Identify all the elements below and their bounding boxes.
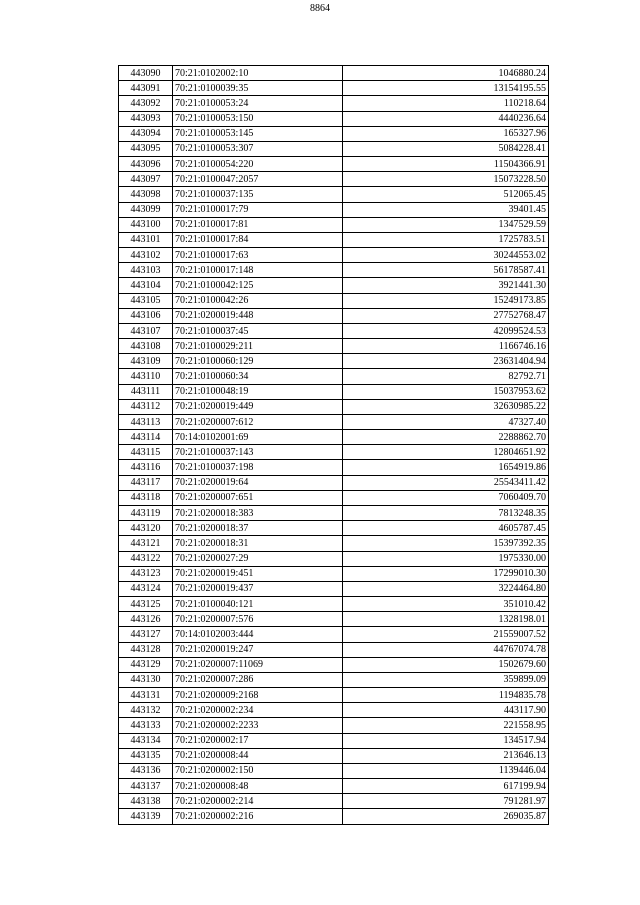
cadastral-number-cell: 70:21:0100053:24	[173, 96, 343, 111]
table-row	[119, 81, 549, 96]
value-cell: 3921441.30	[343, 278, 549, 293]
row-id-cell: 443109	[119, 354, 173, 369]
cadastral-number-cell: 70:21:0100017:79	[173, 202, 343, 217]
cadastral-number-cell: 70:21:0100042:26	[173, 293, 343, 308]
cadastral-number-cell: 70:21:0100017:84	[173, 232, 343, 247]
table-row	[119, 126, 549, 141]
table-row	[119, 763, 549, 778]
table-row	[119, 354, 549, 369]
value-cell: 15249173.85	[343, 293, 549, 308]
row-id-cell: 443102	[119, 248, 173, 263]
value-cell: 21559007.52	[343, 627, 549, 642]
row-id-cell: 443093	[119, 111, 173, 126]
row-id-cell: 443124	[119, 581, 173, 596]
cadastral-number-cell: 70:21:0200007:11069	[173, 657, 343, 672]
row-id-cell: 443131	[119, 688, 173, 703]
row-id-cell: 443122	[119, 551, 173, 566]
cadastral-number-cell: 70:21:0100047:2057	[173, 172, 343, 187]
cadastral-number-cell: 70:21:0200008:44	[173, 748, 343, 763]
cadastral-number-cell: 70:21:0200002:216	[173, 809, 343, 824]
value-cell: 23631404.94	[343, 354, 549, 369]
row-id-cell: 443134	[119, 733, 173, 748]
value-cell: 12804651.92	[343, 445, 549, 460]
row-id-cell: 443130	[119, 672, 173, 687]
row-id-cell: 443097	[119, 172, 173, 187]
table-row	[119, 597, 549, 612]
cadastral-number-cell: 70:21:0100017:63	[173, 248, 343, 263]
value-cell: 134517.94	[343, 733, 549, 748]
data-table	[118, 65, 549, 825]
cadastral-number-cell: 70:21:0100039:35	[173, 81, 343, 96]
row-id-cell: 443106	[119, 308, 173, 323]
table-row	[119, 475, 549, 490]
row-id-cell: 443120	[119, 521, 173, 536]
value-cell: 1975330.00	[343, 551, 549, 566]
cadastral-number-cell: 70:21:0200019:451	[173, 566, 343, 581]
cadastral-number-cell: 70:21:0100053:307	[173, 141, 343, 156]
cadastral-number-cell: 70:14:0102001:69	[173, 430, 343, 445]
table-row	[119, 642, 549, 657]
value-cell: 443117.90	[343, 703, 549, 718]
value-cell: 15037953.62	[343, 384, 549, 399]
value-cell: 1502679.60	[343, 657, 549, 672]
table-row	[119, 278, 549, 293]
value-cell: 39401.45	[343, 202, 549, 217]
table-row	[119, 96, 549, 111]
row-id-cell: 443129	[119, 657, 173, 672]
row-id-cell: 443099	[119, 202, 173, 217]
row-id-cell: 443096	[119, 157, 173, 172]
cadastral-number-cell: 70:21:0200018:31	[173, 536, 343, 551]
value-cell: 56178587.41	[343, 263, 549, 278]
row-id-cell: 443107	[119, 323, 173, 338]
row-id-cell: 443136	[119, 763, 173, 778]
cadastral-number-cell: 70:21:0100037:135	[173, 187, 343, 202]
table-row	[119, 339, 549, 354]
table-row	[119, 657, 549, 672]
value-cell: 512065.45	[343, 187, 549, 202]
table-row	[119, 111, 549, 126]
row-id-cell: 443094	[119, 126, 173, 141]
cadastral-number-cell: 70:21:0100048:19	[173, 384, 343, 399]
row-id-cell: 443126	[119, 612, 173, 627]
row-id-cell: 443105	[119, 293, 173, 308]
value-cell: 30244553.02	[343, 248, 549, 263]
value-cell: 11504366.91	[343, 157, 549, 172]
value-cell: 32630985.22	[343, 399, 549, 414]
value-cell: 1194835.78	[343, 688, 549, 703]
table-row	[119, 323, 549, 338]
table-row	[119, 779, 549, 794]
row-id-cell: 443128	[119, 642, 173, 657]
row-id-cell: 443101	[119, 232, 173, 247]
cadastral-number-cell: 70:21:0200009:2168	[173, 688, 343, 703]
value-cell: 1166746.16	[343, 339, 549, 354]
table-row	[119, 748, 549, 763]
row-id-cell: 443091	[119, 81, 173, 96]
row-id-cell: 443125	[119, 597, 173, 612]
table-row	[119, 141, 549, 156]
table-row	[119, 809, 549, 824]
row-id-cell: 443092	[119, 96, 173, 111]
value-cell: 4605787.45	[343, 521, 549, 536]
row-id-cell: 443104	[119, 278, 173, 293]
value-cell: 110218.64	[343, 96, 549, 111]
table-row	[119, 187, 549, 202]
value-cell: 2288862.70	[343, 430, 549, 445]
value-cell: 221558.95	[343, 718, 549, 733]
cadastral-number-cell: 70:21:0100060:34	[173, 369, 343, 384]
table-row	[119, 460, 549, 475]
table-row	[119, 490, 549, 505]
row-id-cell: 443127	[119, 627, 173, 642]
value-cell: 15397392.35	[343, 536, 549, 551]
value-cell: 1347529.59	[343, 217, 549, 232]
table-row	[119, 66, 549, 81]
cadastral-number-cell: 70:21:0102002:10	[173, 66, 343, 81]
row-id-cell: 443110	[119, 369, 173, 384]
table-row	[119, 308, 549, 323]
table-row	[119, 536, 549, 551]
cadastral-number-cell: 70:21:0200019:448	[173, 308, 343, 323]
table-row	[119, 369, 549, 384]
cadastral-number-cell: 70:21:0200008:48	[173, 779, 343, 794]
table-row	[119, 172, 549, 187]
cadastral-number-cell: 70:21:0200002:2233	[173, 718, 343, 733]
row-id-cell: 443115	[119, 445, 173, 460]
cadastral-number-cell: 70:21:0200019:449	[173, 399, 343, 414]
cadastral-number-cell: 70:21:0200019:437	[173, 581, 343, 596]
value-cell: 1654919.86	[343, 460, 549, 475]
table-row	[119, 521, 549, 536]
table-row	[119, 718, 549, 733]
value-cell: 359899.09	[343, 672, 549, 687]
table-row	[119, 293, 549, 308]
row-id-cell: 443103	[119, 263, 173, 278]
cadastral-number-cell: 70:21:0200002:150	[173, 763, 343, 778]
table-body	[119, 66, 549, 825]
cadastral-number-cell: 70:21:0100037:45	[173, 323, 343, 338]
value-cell: 165327.96	[343, 126, 549, 141]
cadastral-number-cell: 70:21:0200007:576	[173, 612, 343, 627]
table-row	[119, 551, 549, 566]
cadastral-number-cell: 70:21:0200002:234	[173, 703, 343, 718]
table-row	[119, 202, 549, 217]
cadastral-number-cell: 70:21:0100060:129	[173, 354, 343, 369]
value-cell: 791281.97	[343, 794, 549, 809]
table-row	[119, 688, 549, 703]
table-row	[119, 414, 549, 429]
cadastral-number-cell: 70:21:0200002:17	[173, 733, 343, 748]
row-id-cell: 443098	[119, 187, 173, 202]
cadastral-number-cell: 70:21:0200018:383	[173, 505, 343, 520]
cadastral-number-cell: 70:21:0100040:121	[173, 597, 343, 612]
table-row	[119, 794, 549, 809]
value-cell: 1046880.24	[343, 66, 549, 81]
cadastral-number-cell: 70:21:0100017:148	[173, 263, 343, 278]
table-row	[119, 566, 549, 581]
row-id-cell: 443108	[119, 339, 173, 354]
value-cell: 82792.71	[343, 369, 549, 384]
cadastral-number-cell: 70:21:0200019:64	[173, 475, 343, 490]
row-id-cell: 443137	[119, 779, 173, 794]
cadastral-number-cell: 70:14:0102003:444	[173, 627, 343, 642]
page-number: 8864	[310, 3, 330, 14]
table-row	[119, 703, 549, 718]
value-cell: 17299010.30	[343, 566, 549, 581]
table-row	[119, 430, 549, 445]
row-id-cell: 443121	[119, 536, 173, 551]
table-row	[119, 384, 549, 399]
row-id-cell: 443132	[119, 703, 173, 718]
cadastral-number-cell: 70:21:0200007:286	[173, 672, 343, 687]
table-row	[119, 733, 549, 748]
table-row	[119, 581, 549, 596]
cadastral-number-cell: 70:21:0100017:81	[173, 217, 343, 232]
cadastral-number-cell: 70:21:0100053:145	[173, 126, 343, 141]
table-row	[119, 672, 549, 687]
table-row	[119, 505, 549, 520]
table-row	[119, 399, 549, 414]
value-cell: 1139446.04	[343, 763, 549, 778]
cadastral-number-cell: 70:21:0100042:125	[173, 278, 343, 293]
value-cell: 25543411.42	[343, 475, 549, 490]
value-cell: 7813248.35	[343, 505, 549, 520]
value-cell: 42099524.53	[343, 323, 549, 338]
table-row	[119, 263, 549, 278]
row-id-cell: 443133	[119, 718, 173, 733]
value-cell: 15073228.50	[343, 172, 549, 187]
row-id-cell: 443114	[119, 430, 173, 445]
table-row	[119, 217, 549, 232]
value-cell: 3224464.80	[343, 581, 549, 596]
value-cell: 617199.94	[343, 779, 549, 794]
cadastral-number-cell: 70:21:0200018:37	[173, 521, 343, 536]
row-id-cell: 443111	[119, 384, 173, 399]
value-cell: 1725783.51	[343, 232, 549, 247]
cadastral-number-cell: 70:21:0200007:651	[173, 490, 343, 505]
cadastral-number-cell: 70:21:0100037:198	[173, 460, 343, 475]
value-cell: 269035.87	[343, 809, 549, 824]
row-id-cell: 443135	[119, 748, 173, 763]
row-id-cell: 443123	[119, 566, 173, 581]
row-id-cell: 443100	[119, 217, 173, 232]
value-cell: 4440236.64	[343, 111, 549, 126]
row-id-cell: 443090	[119, 66, 173, 81]
value-cell: 1328198.01	[343, 612, 549, 627]
value-cell: 351010.42	[343, 597, 549, 612]
cadastral-number-cell: 70:21:0200019:247	[173, 642, 343, 657]
row-id-cell: 443116	[119, 460, 173, 475]
value-cell: 7060409.70	[343, 490, 549, 505]
value-cell: 27752768.47	[343, 308, 549, 323]
value-cell: 213646.13	[343, 748, 549, 763]
table-row	[119, 627, 549, 642]
table-row	[119, 248, 549, 263]
row-id-cell: 443139	[119, 809, 173, 824]
cadastral-number-cell: 70:21:0200007:612	[173, 414, 343, 429]
cadastral-number-cell: 70:21:0200027:29	[173, 551, 343, 566]
table-row	[119, 612, 549, 627]
value-cell: 5084228.41	[343, 141, 549, 156]
row-id-cell: 443118	[119, 490, 173, 505]
table-row	[119, 232, 549, 247]
value-cell: 13154195.55	[343, 81, 549, 96]
cadastral-number-cell: 70:21:0100054:220	[173, 157, 343, 172]
cadastral-number-cell: 70:21:0100037:143	[173, 445, 343, 460]
value-cell: 47327.40	[343, 414, 549, 429]
row-id-cell: 443112	[119, 399, 173, 414]
row-id-cell: 443113	[119, 414, 173, 429]
row-id-cell: 443119	[119, 505, 173, 520]
table-row	[119, 445, 549, 460]
row-id-cell: 443095	[119, 141, 173, 156]
cadastral-number-cell: 70:21:0200002:214	[173, 794, 343, 809]
value-cell: 44767074.78	[343, 642, 549, 657]
row-id-cell: 443117	[119, 475, 173, 490]
table-row	[119, 157, 549, 172]
cadastral-number-cell: 70:21:0100029:211	[173, 339, 343, 354]
row-id-cell: 443138	[119, 794, 173, 809]
cadastral-number-cell: 70:21:0100053:150	[173, 111, 343, 126]
